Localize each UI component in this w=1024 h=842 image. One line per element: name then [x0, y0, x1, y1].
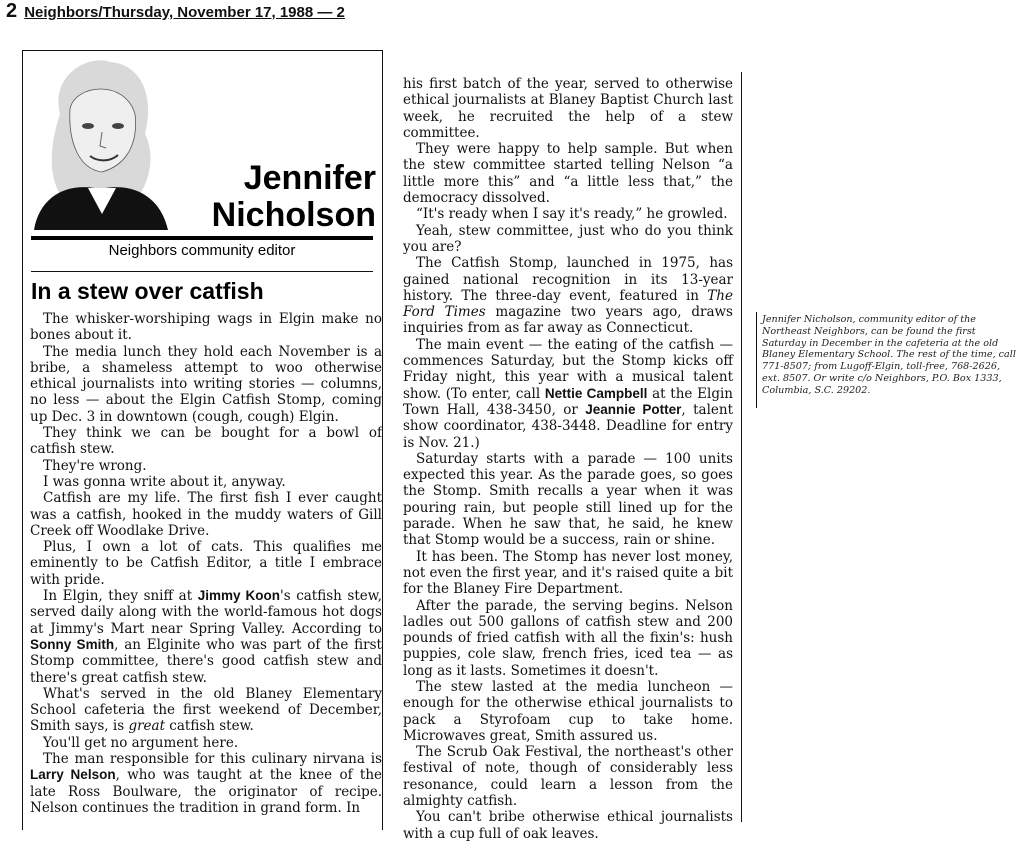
page-number: 2	[6, 0, 18, 22]
mugshot-photo	[30, 54, 170, 230]
person-name: Nettie Campbell	[544, 385, 648, 401]
paragraph: In Elgin, they sniff at Jimmy Koon's catfish stew, served daily along with the world-famous hot dogs at Jimmy's Mart near Spring Valley. According to Sonny Smith, an Elginite who was part of the first Stomp committee, there's good catfish stew and there's great catfish stew.	[30, 588, 383, 686]
paragraph: I was gonna write about it, anyway.	[43, 473, 286, 490]
paragraph: The man responsible for this culinary nirvana is Larry Nelson, who was taught at the knee of the late Ross Boulware, the originator of recipe. Nelson continues the tradition in grand form. In	[30, 751, 382, 816]
dateline: Neighbors/Thursday, November 17, 1988 — 2	[24, 4, 345, 21]
left-column	[22, 50, 382, 830]
paragraph: The whisker-worshiping wags in Elgin make no bones about it.	[30, 311, 382, 344]
publication-title: The Ford Times	[403, 287, 733, 321]
left-column-border-right	[382, 50, 383, 830]
paragraph: You can't bribe otherwise ethical journalists with a cup full of oak leaves.	[403, 809, 733, 842]
paragraph: After the parade, the serving begins. Nelson ladles out 500 gallons of catfish stew and 200 pounds of fried catfish with all the fixin's: hush puppies, cole slaw, french fries, iced tea — as long as it lasts. Sometimes it doesn't.	[403, 597, 733, 679]
byline-title: Neighbors community editor	[108, 242, 296, 259]
headline: In a stew over catfish	[31, 278, 264, 304]
paragraph: The Scrub Oak Festival, the northeast's other festival of note, though of considerably less resonance, could learn a lesson from the almighty catfish.	[403, 744, 733, 810]
paragraph: It has been. The Stomp has never lost money, not even the first year, and it's raised quite a bit for the Blaney Fire Department.	[403, 548, 733, 598]
person-name: Jimmy Koon	[197, 588, 280, 604]
page-header	[6, 0, 345, 24]
middle-column-text	[403, 76, 733, 842]
paragraph: Saturday starts with a parade — 100 units expected this year. As the parade goes, so goes the Stomp. Smith recalls a year when it was pouring rain, but people still lined up for the parade. When he saw that, he said, he knew that Stomp would be a success, rain or shine.	[403, 450, 733, 549]
sidebar-border-left	[756, 312, 757, 408]
paragraph: The main event — the eating of the catfish — commences Saturday, but the Stomp kicks off Friday night, this year with a musical talent show. (To enter, call Nettie Campbell at the Elgin Town Hall, 438-3450, or Jeannie Potter, talent show coordinator, 438-3448. Deadline for entry is Nov. 21.)	[403, 336, 734, 451]
paragraph: Plus, I own a lot of cats. This qualifies me eminently to be Catfish Editor, a title I embrace with pride.	[30, 539, 382, 588]
paragraph: The Catfish Stomp, launched in 1975, has gained national recognition in its 13-year history. The three-day event, featured in The Ford Times magazine two years ago, draws inquiries from as far away as Connecticut.	[403, 255, 733, 337]
person-name: Larry Nelson	[30, 767, 116, 783]
byline-name	[172, 160, 376, 234]
paragraph: You'll get no argument here.	[43, 734, 239, 751]
paragraph: They think we can be bought for a bowl of catfish stew.	[30, 425, 382, 458]
byline-last-name: Nicholson	[211, 196, 376, 234]
paragraph: They were happy to help sample. But when the stew committee started telling Nelson “a little more this” and “a little less that,” the democracy dissolved.	[403, 141, 733, 207]
paragraph: Catfish are my life. The first fish I ever caught was a catfish, hooked in the muddy waters of Gill Creek off Woodlake Drive.	[30, 490, 382, 539]
byline-underline	[31, 271, 373, 272]
paragraph: What's served in the old Blaney Elementary School cafeteria the first weekend of December, Smith says, is great catfish stew.	[30, 685, 382, 735]
person-name: Sonny Smith	[30, 636, 115, 652]
person-name: Jeannie Potter	[585, 401, 682, 417]
paragraph: Yeah, stew committee, just who do you think you are?	[403, 222, 733, 255]
paragraph: The media lunch they hold each November is a bribe, a shameless attempt to woo otherwise ethical journalists into writing stories — columns, no less — about the Elgin Catfish Stomp, coming up Dec. 3 in downtown (cough, cough) Elgin.	[30, 343, 382, 425]
paragraph: “It's ready when I say it's ready,” he growled.	[416, 206, 728, 223]
middle-column-border-right	[741, 72, 742, 822]
emphasis: great	[128, 718, 165, 735]
author-note: Jennifer Nicholson, community editor of the Northeast Neighbors, can be found the first Saturday in December in the cafeteria at the old Blaney Elementary School. The rest of the time, call 771-8507; from Lugoff-Elgin, toll-free, 768-2626, ext. 8507. Or write c/o Neighbors, P.O. Box 1333, Columbia, S.C. 29202.	[762, 314, 1016, 396]
byline-rule	[31, 236, 373, 240]
paragraph: They're wrong.	[43, 457, 147, 474]
byline-first-name: Jennifer	[243, 159, 376, 197]
paragraph: his first batch of the year, served to otherwise ethical journalists at Blaney Baptist Church last week, he recruited the help of a stew committee.	[403, 76, 733, 141]
paragraph: The stew lasted at the media luncheon — enough for the otherwise ethical journalists to pack a Styrofoam cup to take home. Microwaves great, Smith assured us.	[403, 678, 733, 744]
left-column-text	[30, 311, 382, 816]
